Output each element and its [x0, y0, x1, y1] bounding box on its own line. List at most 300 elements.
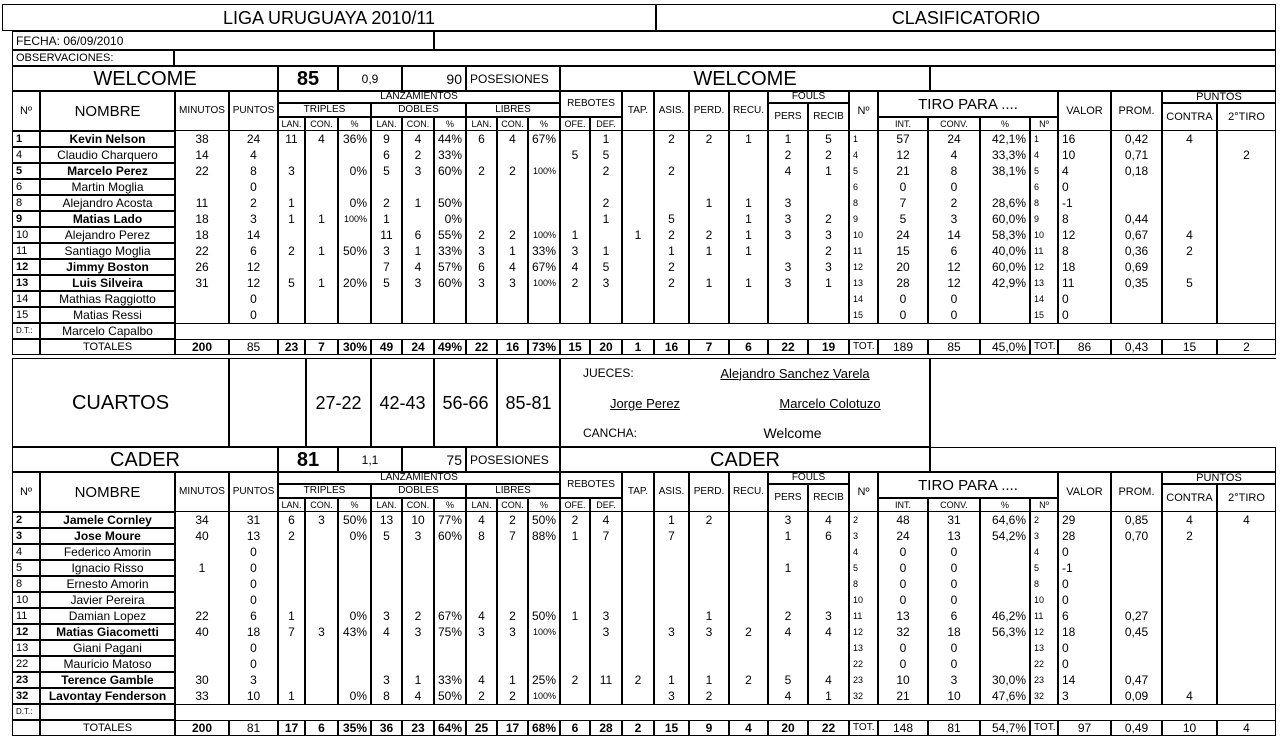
stat-cell [689, 163, 729, 179]
stat-cell: 0,47 [1111, 672, 1162, 688]
stat-cell: 14 [12, 291, 40, 307]
stat-cell [278, 259, 305, 275]
stat-cell: 1 [729, 131, 768, 147]
stat-cell: 28,6% [980, 195, 1030, 211]
totals-cell: 16 [497, 339, 528, 355]
stat-cell: 55% [434, 227, 466, 243]
stat-cell [402, 544, 434, 560]
stat-cell [528, 640, 560, 656]
stat-cell [622, 163, 654, 179]
stat-cell: 3 [808, 259, 849, 275]
stat-cell: 1 [1030, 131, 1058, 147]
stat-cell: 1 [590, 243, 622, 259]
stat-cell: 23 [849, 672, 878, 688]
stat-cell: 0 [1058, 656, 1111, 672]
player-name: Matias Ressi [40, 307, 175, 323]
col-puntos: PUNTOS [229, 91, 278, 131]
stat-cell [689, 640, 729, 656]
stat-cell [622, 275, 654, 291]
stat-cell: 2 [402, 147, 434, 163]
stat-cell: 67% [528, 259, 560, 275]
stat-cell: 3 [560, 243, 590, 259]
stat-cell: 14 [1030, 291, 1058, 307]
stat-cell: 20 [878, 259, 928, 275]
team-name-right: CADER [560, 447, 930, 472]
totals-cell: 68% [528, 720, 560, 736]
stat-cell: 5 [808, 131, 849, 147]
col-nombre: NOMBRE [40, 91, 175, 131]
stat-cell: 0 [229, 544, 278, 560]
col-dobles: DOBLES [371, 103, 466, 117]
col-con: CON. [305, 117, 338, 131]
totals-cell: 0,43 [1111, 339, 1162, 355]
totals-cell: 85 [229, 339, 278, 355]
col-triples: TRIPLES [278, 484, 371, 498]
coach-name [40, 704, 175, 720]
stat-cell [622, 560, 654, 576]
stat-cell: 8 [1030, 195, 1058, 211]
totals-cell: 97 [1058, 720, 1111, 736]
stat-cell [590, 560, 622, 576]
stat-cell [729, 147, 768, 163]
totals-no [12, 720, 40, 736]
stat-cell: 0 [878, 179, 928, 195]
stat-cell: 3 [654, 624, 689, 640]
stat-cell: 1 [278, 688, 305, 704]
totals-cell: 23 [402, 720, 434, 736]
stat-cell: 2 [729, 624, 768, 640]
match-date: FECHA: 06/09/2010 [12, 31, 434, 50]
stat-cell: 100% [528, 227, 560, 243]
stat-cell: 100% [528, 275, 560, 291]
stat-cell: 5 [849, 560, 878, 576]
col-no-2: Nº [849, 91, 878, 131]
stat-cell: 7 [878, 195, 928, 211]
totals-cell: 4 [1217, 720, 1276, 736]
stat-cell: 33% [528, 243, 560, 259]
stat-cell: 0 [1058, 576, 1111, 592]
stat-cell: 67% [434, 608, 466, 624]
stat-cell: 13 [1030, 275, 1058, 291]
col-conv: CONV. [928, 498, 980, 512]
stat-cell: -1 [1058, 560, 1111, 576]
stat-cell: 2 [497, 227, 528, 243]
totals-cell: 10 [1162, 720, 1217, 736]
stat-cell [466, 656, 497, 672]
totals-cell: 9 [689, 720, 729, 736]
team-ratio: 1,1 [338, 447, 402, 472]
stat-cell: 2 [768, 147, 808, 163]
stat-cell: 10 [12, 592, 40, 608]
stat-cell: 33 [175, 688, 229, 704]
stat-cell: 21 [878, 163, 928, 179]
stat-cell [622, 624, 654, 640]
stat-cell [1217, 131, 1276, 147]
stat-cell [305, 259, 338, 275]
col-puntos-grp: PUNTOS [1162, 91, 1276, 103]
stat-cell [1162, 147, 1217, 163]
stat-cell [622, 512, 654, 528]
stat-cell [622, 608, 654, 624]
stat-cell [622, 656, 654, 672]
stat-cell [466, 560, 497, 576]
stat-cell [278, 656, 305, 672]
stat-cell: 5 [1030, 560, 1058, 576]
stat-cell: 1 [497, 672, 528, 688]
stat-cell [980, 592, 1030, 608]
stat-cell: 0 [229, 291, 278, 307]
stat-cell: 1 [278, 211, 305, 227]
stat-cell: 1 [560, 227, 590, 243]
stat-cell [402, 656, 434, 672]
stat-cell [278, 592, 305, 608]
stat-cell: 12 [12, 624, 40, 640]
stat-cell [338, 656, 371, 672]
stat-cell: 0 [878, 640, 928, 656]
stat-cell [1162, 211, 1217, 227]
stat-cell: 32 [12, 688, 40, 704]
stat-cell [622, 592, 654, 608]
stat-cell [1217, 672, 1276, 688]
stat-cell [305, 608, 338, 624]
stat-cell [654, 195, 689, 211]
totals-cell: 22 [768, 339, 808, 355]
stat-cell [278, 576, 305, 592]
stat-cell: 40,0% [980, 243, 1030, 259]
col-no-3: Nº [1030, 117, 1058, 131]
totals-cell: 22 [466, 339, 497, 355]
stat-cell: 67% [528, 131, 560, 147]
stat-cell [305, 640, 338, 656]
stat-cell [729, 259, 768, 275]
quarter-4: 85-81 [497, 358, 560, 447]
stat-cell: 2 [654, 131, 689, 147]
stat-cell [466, 307, 497, 323]
player-name: Javier Pereira [40, 592, 175, 608]
stat-cell: 21 [878, 688, 928, 704]
stat-cell [338, 592, 371, 608]
totals-cell: 81 [229, 720, 278, 736]
stat-cell: 2 [590, 195, 622, 211]
col-ofe: OFE. [560, 498, 590, 512]
stat-cell: 58,3% [980, 227, 1030, 243]
stat-cell: 3 [590, 275, 622, 291]
stat-cell: 4 [1217, 512, 1276, 528]
stat-cell [654, 147, 689, 163]
stat-cell: 1 [808, 163, 849, 179]
stat-cell: 4 [590, 512, 622, 528]
stat-cell [305, 227, 338, 243]
stat-cell: 3 [808, 227, 849, 243]
stat-cell: 50% [528, 608, 560, 624]
stat-cell [1111, 592, 1162, 608]
totals-cell: 200 [175, 339, 229, 355]
stat-cell: 34 [175, 512, 229, 528]
stat-cell: 60,0% [980, 259, 1030, 275]
stat-cell [338, 227, 371, 243]
stat-cell: 2 [466, 163, 497, 179]
stat-cell: 11 [849, 243, 878, 259]
stat-cell [560, 560, 590, 576]
team-name-right: WELCOME [560, 66, 930, 91]
col-tiro-para: TIRO PARA .... [878, 91, 1058, 117]
stat-cell [1217, 656, 1276, 672]
player-name: Federico Amorin [40, 544, 175, 560]
stat-cell [1162, 259, 1217, 275]
col-no-3: Nº [1030, 498, 1058, 512]
stat-cell: 3 [928, 211, 980, 227]
stat-cell [560, 179, 590, 195]
stat-cell: 0 [229, 656, 278, 672]
stat-cell: 10 [402, 512, 434, 528]
stat-cell: 2 [808, 243, 849, 259]
stat-cell: 0,44 [1111, 211, 1162, 227]
stat-cell [1162, 179, 1217, 195]
stat-cell: 5 [278, 275, 305, 291]
col-valor: VALOR [1058, 472, 1111, 512]
stat-cell [1217, 211, 1276, 227]
stat-cell [560, 624, 590, 640]
team-name: CADER [12, 447, 278, 472]
stat-cell [305, 291, 338, 307]
stat-cell [175, 656, 229, 672]
team-ratio: 0,9 [338, 66, 402, 91]
stat-cell [1162, 291, 1217, 307]
player-name: Marcelo Perez [40, 163, 175, 179]
player-name: Alejandro Perez [40, 227, 175, 243]
stat-cell [175, 179, 229, 195]
stat-cell [371, 560, 402, 576]
stat-cell [654, 640, 689, 656]
stat-cell: 13 [1030, 640, 1058, 656]
stat-cell [622, 307, 654, 323]
stat-cell: 2 [497, 512, 528, 528]
stat-cell: 77% [434, 512, 466, 528]
stat-cell: 100% [528, 163, 560, 179]
stat-cell [497, 576, 528, 592]
player-name: Mathias Raggiotto [40, 291, 175, 307]
stat-cell: 6 [1030, 179, 1058, 195]
stat-cell [497, 291, 528, 307]
stat-cell [278, 147, 305, 163]
totals-cell: 20 [590, 339, 622, 355]
stat-cell: 12 [1030, 259, 1058, 275]
col-lan: LAN. [466, 117, 497, 131]
possessions-label: POSESIONES [466, 66, 560, 91]
stat-cell [808, 576, 849, 592]
col-fouls: FOULS [768, 472, 849, 484]
totals-cell: 36 [371, 720, 402, 736]
stat-cell: 8 [12, 195, 40, 211]
stat-cell: 2 [560, 512, 590, 528]
stat-cell [729, 560, 768, 576]
stat-cell: 42,1% [980, 131, 1030, 147]
stat-cell [528, 307, 560, 323]
stat-cell [689, 544, 729, 560]
col-asis: ASIS. [654, 472, 689, 512]
stat-cell [560, 544, 590, 560]
stat-cell [1162, 560, 1217, 576]
stat-cell [278, 672, 305, 688]
stat-cell [371, 576, 402, 592]
totals-cell: 2 [622, 720, 654, 736]
stat-cell: 4 [371, 624, 402, 640]
team-name: WELCOME [12, 66, 278, 91]
stat-cell: 6 [229, 608, 278, 624]
player-name: Kevin Nelson [40, 131, 175, 147]
stat-cell: 13 [12, 275, 40, 291]
stat-cell: 30 [175, 672, 229, 688]
stat-cell: 4 [808, 672, 849, 688]
stat-cell: 100% [528, 624, 560, 640]
stat-cell: 6 [402, 227, 434, 243]
stat-cell [808, 195, 849, 211]
col-asis: ASIS. [654, 91, 689, 131]
officials-filler [930, 358, 1276, 447]
stat-cell [768, 640, 808, 656]
stat-cell: 0 [1058, 544, 1111, 560]
totals-cell: 15 [1162, 339, 1217, 355]
stat-cell: 1 [12, 131, 40, 147]
stat-cell [590, 307, 622, 323]
stat-cell: 0 [928, 307, 980, 323]
stat-cell [434, 544, 466, 560]
stat-cell: 15 [1030, 307, 1058, 323]
stat-cell [622, 544, 654, 560]
totals-cell: 24 [402, 339, 434, 355]
totals-cell: 200 [175, 720, 229, 736]
stat-cell [622, 291, 654, 307]
stat-cell: 1 [622, 227, 654, 243]
stat-cell: 15 [12, 307, 40, 323]
stat-cell: 0 [878, 656, 928, 672]
stat-cell: 6 [808, 528, 849, 544]
stat-cell [689, 576, 729, 592]
stat-cell [466, 211, 497, 227]
stat-cell [1162, 163, 1217, 179]
col-lanzamientos: LANZAMIENTOS [278, 472, 560, 484]
stat-cell [528, 576, 560, 592]
stat-cell [689, 307, 729, 323]
stat-cell [528, 211, 560, 227]
league-title: LIGA URUGUAYA 2010/11 [2, 4, 656, 31]
stat-cell: 3 [466, 624, 497, 640]
stat-cell [175, 544, 229, 560]
totals-cell: 49% [434, 339, 466, 355]
stat-cell: 3 [305, 512, 338, 528]
stat-cell: 12 [849, 624, 878, 640]
stat-cell: 9 [12, 211, 40, 227]
referee-3: Marcelo Colotuzo [779, 395, 881, 411]
stat-cell: 50% [338, 243, 371, 259]
stat-cell: 3 [849, 528, 878, 544]
stat-cell: 24 [878, 528, 928, 544]
col-recu: RECU. [729, 91, 768, 131]
stat-cell: 0,67 [1111, 227, 1162, 243]
stat-cell: 1 [371, 211, 402, 227]
stat-cell: 22 [1030, 656, 1058, 672]
stat-cell: 2 [12, 512, 40, 528]
stat-cell: 3 [305, 624, 338, 640]
col-tap: TAP. [622, 91, 654, 131]
stat-cell [729, 291, 768, 307]
stat-cell: 0,36 [1111, 243, 1162, 259]
col-lanzamientos: LANZAMIENTOS [278, 91, 560, 103]
stat-cell [729, 576, 768, 592]
stat-cell: 14 [229, 227, 278, 243]
stat-cell: 4 [466, 672, 497, 688]
stat-cell: 8 [1030, 576, 1058, 592]
stat-cell: 3 [371, 243, 402, 259]
stat-cell: 3 [497, 275, 528, 291]
stat-cell: 1 [278, 195, 305, 211]
stat-cell: 2 [497, 688, 528, 704]
stat-cell: 60% [434, 163, 466, 179]
stat-cell [729, 544, 768, 560]
stat-cell [1162, 544, 1217, 560]
stat-cell: 5 [560, 147, 590, 163]
stat-cell: 5 [1162, 275, 1217, 291]
col-def: DEF. [590, 498, 622, 512]
stat-cell: 6 [278, 512, 305, 528]
stat-cell: 2 [278, 243, 305, 259]
stat-cell [654, 656, 689, 672]
cuartos-label: CUARTOS [12, 358, 229, 447]
stat-cell [980, 640, 1030, 656]
stat-cell: 100% [338, 211, 371, 227]
player-name: Jamele Cornley [40, 512, 175, 528]
col-pct: % [338, 498, 371, 512]
col-valor: VALOR [1058, 91, 1111, 131]
stat-cell [808, 560, 849, 576]
stat-cell [338, 560, 371, 576]
stat-cell: 40 [175, 624, 229, 640]
stat-cell [622, 179, 654, 195]
stat-cell [175, 576, 229, 592]
totals-cell: 7 [689, 339, 729, 355]
totals-cell: TOT. [849, 339, 878, 355]
stat-cell: 1 [729, 275, 768, 291]
stat-cell [402, 291, 434, 307]
stat-cell [466, 576, 497, 592]
stat-cell [175, 640, 229, 656]
stat-cell [278, 227, 305, 243]
col-rebotes: REBOTES [560, 472, 622, 498]
stat-cell: 2 [689, 131, 729, 147]
stat-cell: 54,2% [980, 528, 1030, 544]
stat-cell: 3 [402, 528, 434, 544]
stat-cell [654, 291, 689, 307]
player-name: Ernesto Amorin [40, 576, 175, 592]
stat-cell: 24 [928, 131, 980, 147]
stat-cell [497, 195, 528, 211]
stat-cell [590, 544, 622, 560]
stat-cell: 11 [12, 243, 40, 259]
stat-cell: 4 [497, 131, 528, 147]
stat-cell [729, 688, 768, 704]
stat-cell: 38,1% [980, 163, 1030, 179]
stat-cell [305, 195, 338, 211]
totals-cell: 35% [338, 720, 371, 736]
stat-cell: 0% [338, 688, 371, 704]
stat-cell [278, 291, 305, 307]
stat-cell: 3 [371, 672, 402, 688]
stat-cell: 0 [928, 576, 980, 592]
col-libres: LIBRES [466, 484, 560, 498]
stat-cell: 18 [1058, 624, 1111, 640]
stat-cell [528, 560, 560, 576]
col-no: Nº [12, 91, 40, 131]
